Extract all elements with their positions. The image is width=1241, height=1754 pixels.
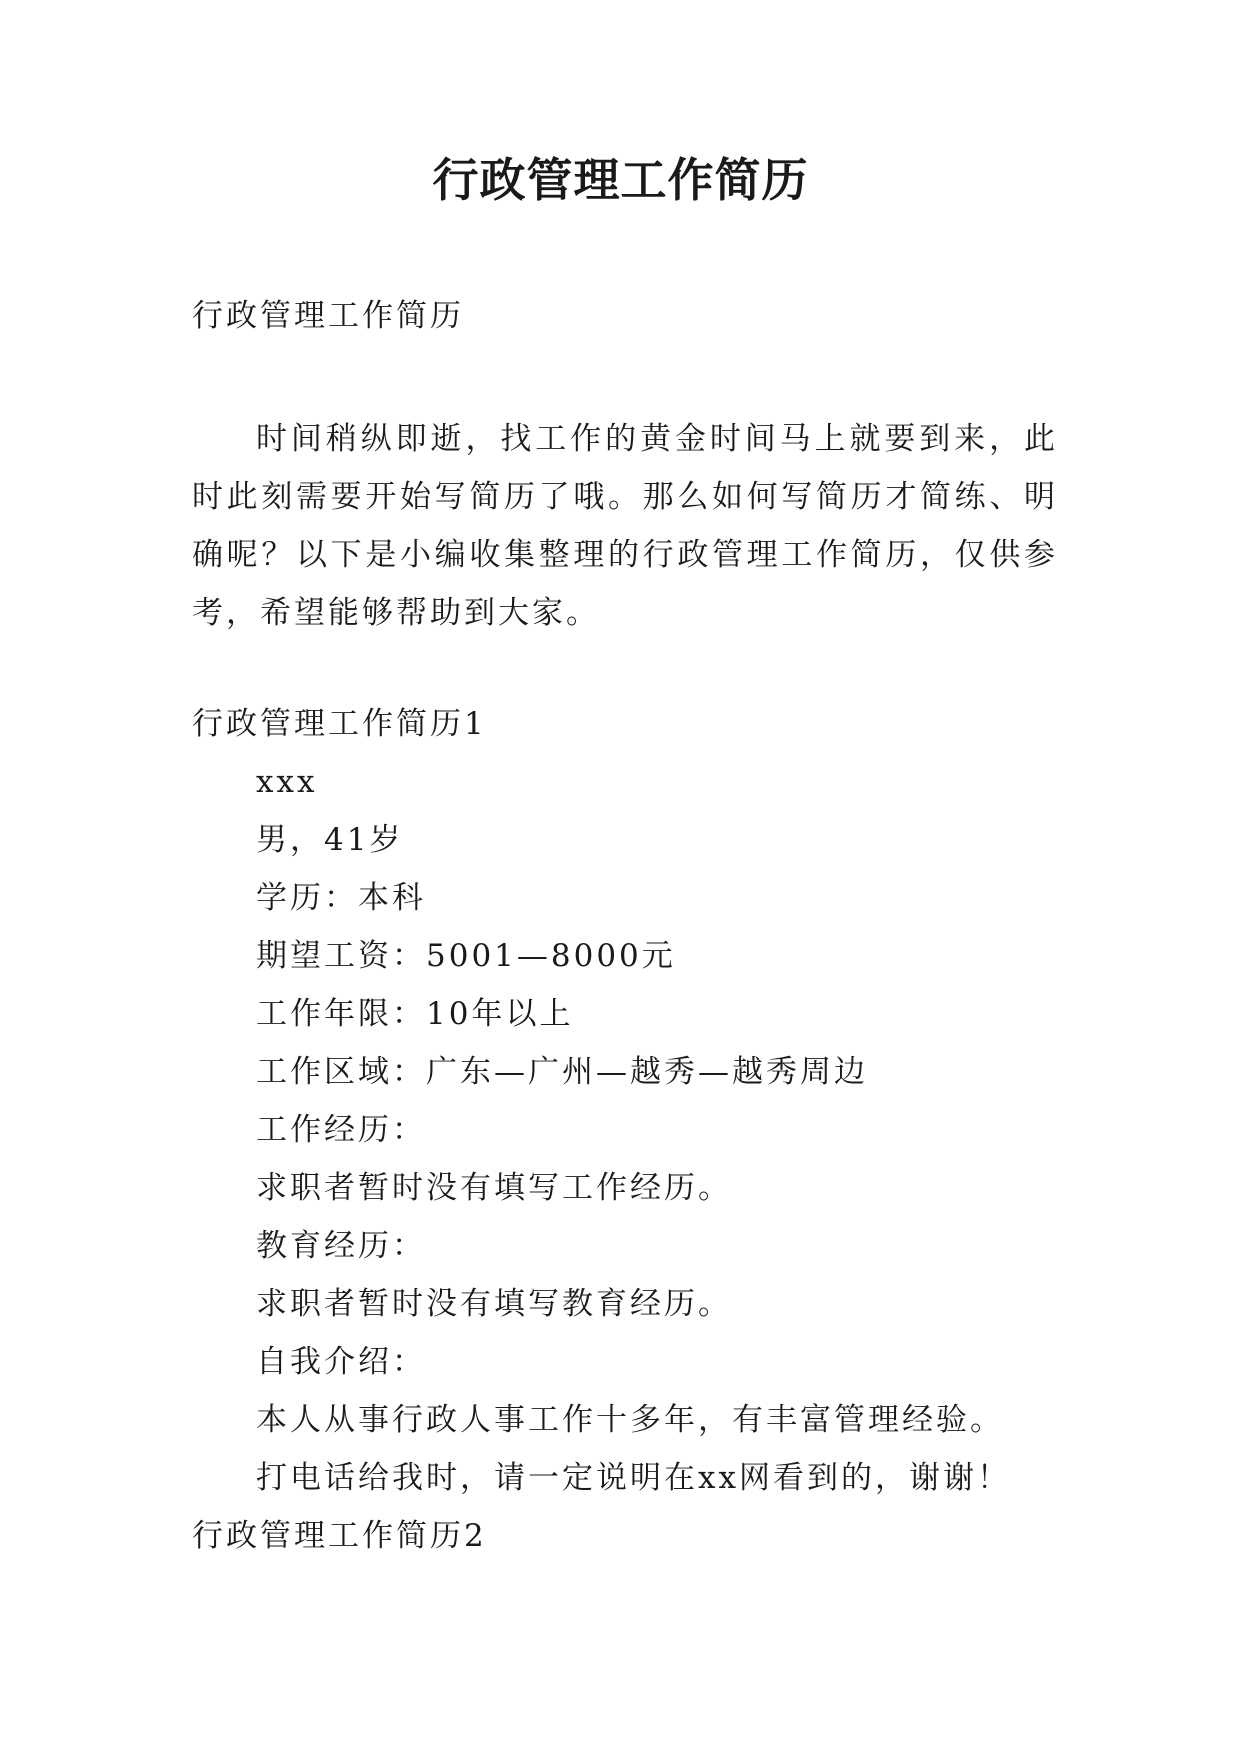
resume-area: 工作区域：广东—广州—越秀—越秀周边 [256, 1054, 868, 1090]
resume-years: 工作年限：10年以上 [256, 996, 574, 1032]
work-experience-label: 工作经历： [256, 1112, 426, 1148]
resume-name: xxx [256, 764, 318, 800]
section-heading-2: 行政管理工作简历2 [192, 1518, 487, 1554]
self-intro-label: 自我介绍： [256, 1344, 426, 1380]
document-title: 行政管理工作简历 [432, 153, 809, 207]
section-heading-1: 行政管理工作简历1 [192, 706, 487, 742]
contact-note: 打电话给我时，请一定说明在xx网看到的，谢谢！ [256, 1460, 1011, 1496]
education-experience-label: 教育经历： [256, 1228, 426, 1264]
document-subtitle: 行政管理工作简历 [192, 298, 464, 334]
education-experience-text: 求职者暂时没有填写教育经历。 [256, 1286, 732, 1322]
intro-paragraph: 时间稍纵即逝，找工作的黄金时间马上就要到来，此时此刻需要开始写简历了哦。那么如何写简历才简练、明确呢？以下是小编收集整理的行政管理工作简历，仅供参考，希望能够帮助到大家。 [192, 421, 1058, 631]
resume-gender-age: 男，41岁 [256, 822, 404, 858]
self-intro-text: 本人从事行政人事工作十多年，有丰富管理经验。 [256, 1402, 1004, 1438]
resume-education: 学历：本科 [256, 880, 426, 916]
resume-salary: 期望工资：5001—8000元 [256, 938, 676, 974]
work-experience-text: 求职者暂时没有填写工作经历。 [256, 1170, 732, 1206]
